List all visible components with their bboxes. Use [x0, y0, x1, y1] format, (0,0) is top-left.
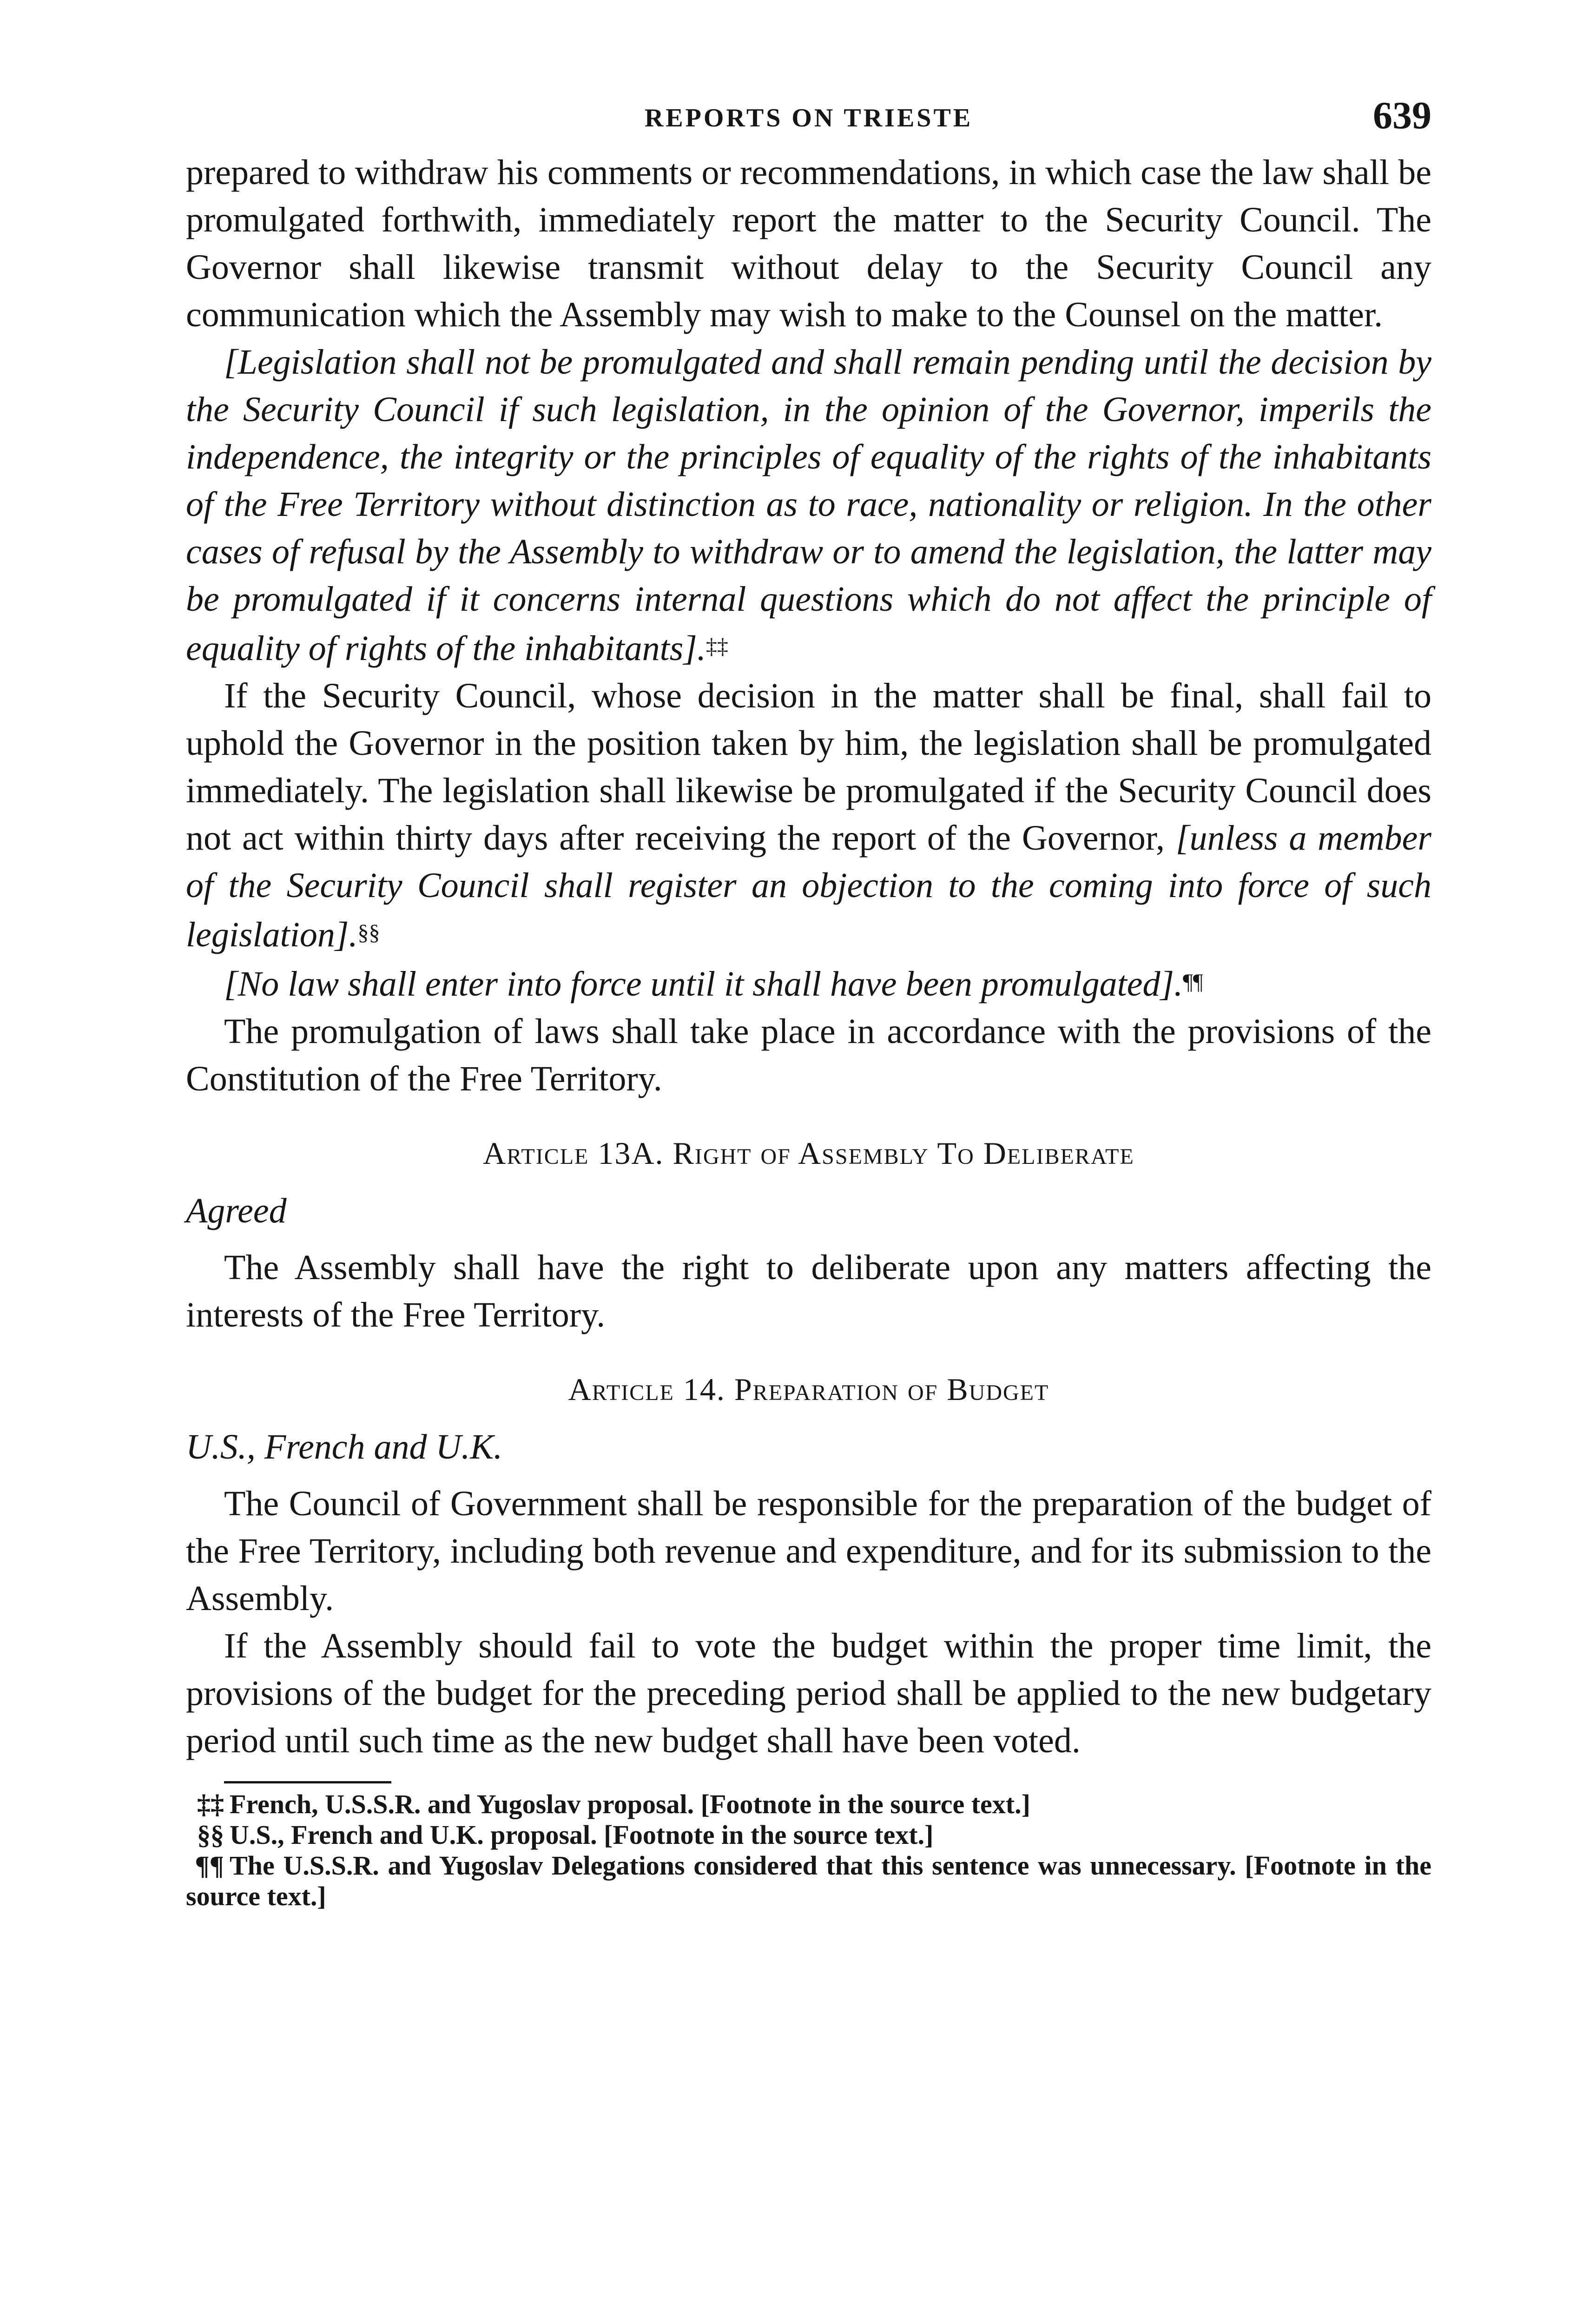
paragraph-bracketed-legislation [186, 338, 1431, 672]
running-head: REPORTS ON TRIESTE [644, 104, 973, 132]
footnote [186, 1850, 1431, 1912]
footnote [186, 1789, 1431, 1820]
bracketed-text: [Legislation shall not be promulgated and shall remain pending until the decision by the Security Council if such legislation, in the opinion of the Governor, imperils the independence, the integrity or the principles of equality of the rights of the inhabitants of the Free Territory without distinction as to race, nationality or religion. In the other cases of refusal by the Assembly to withdraw or to amend the legislation, the latter may be promulgated if it concerns internal questions which do not affect the principle of equality of rights of the inhabitants]. [186, 343, 1431, 668]
page-number: 639 [1373, 94, 1431, 137]
footnote-text: U.S., French and U.K. proposal. [Footnote in the source text.] [230, 1820, 934, 1850]
footnote-mark: ‡‡ [197, 1789, 224, 1819]
body-text [186, 149, 1431, 1764]
footnote-mark: ¶¶ [195, 1850, 224, 1881]
bracketed-text: [unless a member of the Security Council shall register an objection to the coming into force of such legislation]. [186, 819, 1431, 954]
footnote-ref: ‡‡ [706, 634, 728, 659]
paragraph-no-law [186, 958, 1431, 1008]
page-header [186, 93, 1431, 149]
article-14-heading: Article 14. Preparation of Budget [568, 1372, 1049, 1407]
footnote-ref: §§ [357, 920, 380, 945]
article-13a-heading: Article 13A. Right of Assembly To Deliberate [483, 1136, 1134, 1171]
footnote-text: French, U.S.S.R. and Yugoslav proposal. [Footnote in the source text.] [230, 1789, 1030, 1819]
footnote-mark: §§ [197, 1820, 224, 1850]
article-14-agreement: U.S., French and U.K. [186, 1427, 503, 1466]
article-14-paragraph: If the Assembly should fail to vote the budget within the proper time limit, the provisions of the budget for the preceding period shall be applied to the new budgetary period until such time as the new budget shall have been voted. [186, 1626, 1431, 1760]
document-page [186, 93, 1431, 1912]
bracketed-text: [No law shall enter into force until it shall have been promulgated]. [224, 964, 1183, 1004]
footnote-ref: ¶¶ [1183, 970, 1203, 994]
paragraph-promulgation: The promulgation of laws shall take place in accordance with the provisions of the Constitution of the Free Territory. [186, 1012, 1431, 1098]
article-14-paragraph: The Council of Government shall be responsible for the preparation of the budget of the Free Territory, including both revenue and expenditure, and for its submission to the Assembly. [186, 1484, 1431, 1618]
footnote [186, 1820, 1431, 1850]
footnote-divider [224, 1781, 391, 1783]
article-13a-agreement: Agreed [186, 1191, 287, 1230]
paragraph-continuation: prepared to withdraw his comments or recommendations, in which case the law shall be promulgated forthwith, immediately report the matter to the Security Council. The Governor shall likewise transmit without delay to the Security Council any communication which the Assembly may wish to make to the Counsel on the matter. [186, 153, 1431, 334]
footnotes [186, 1789, 1431, 1912]
article-13a-text: The Assembly shall have the right to deliberate upon any matters affecting the interests of the Free Territory. [186, 1248, 1431, 1334]
paragraph-security-council [186, 672, 1431, 958]
paragraph-text: If the Security Council, whose decision in the matter shall be final, shall fail to uphold the Governor in the position taken by him, the legislation shall be promulgated immediately. The legislation shall likewise be promulgated if the Security Council does not act within thirty days after receiving the report of the Governor, [186, 676, 1431, 858]
footnote-text: The U.S.S.R. and Yugoslav Delegations considered that this sentence was unnecessary. [Footnote in the source text.] [186, 1850, 1431, 1911]
